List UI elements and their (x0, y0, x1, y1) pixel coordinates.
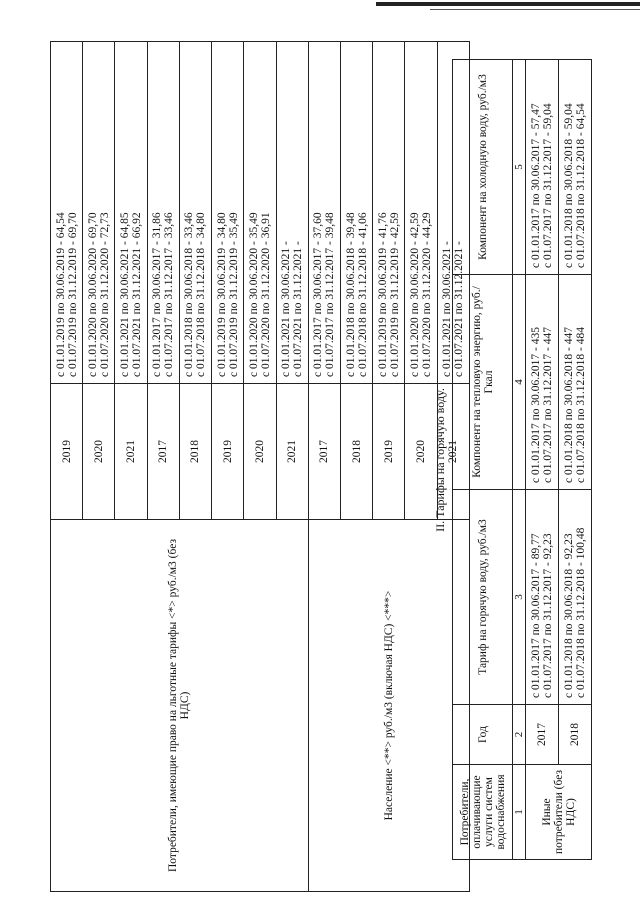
tariff-cell (340, 42, 372, 384)
tariff-cell (115, 42, 147, 384)
year-cell: 2019 (212, 384, 244, 520)
year-cell: 2018 (559, 705, 592, 765)
year-cell: 2017 (147, 384, 179, 520)
year-cell: 2020 (244, 384, 276, 520)
tariff-line: с 01.01.2018 по 30.06.2018 - 39,48 (344, 212, 357, 377)
col-number: 1 (513, 765, 526, 860)
col-number: 2 (513, 705, 526, 765)
header-cold-component: Компонент на холодную воду, руб./м3 (453, 60, 513, 275)
tariff-cell (51, 42, 83, 384)
consumer-label: Иные потребители (без НДС) (526, 765, 592, 860)
tariff-line: с 01.07.2019 по 31.12.2019 - 35,49 (227, 212, 240, 377)
header-rule (376, 2, 640, 6)
table-row (308, 42, 340, 892)
col-number: 3 (513, 490, 526, 705)
heat-cell: с 01.01.2017 по 30.06.2017 - 435 с 01.07.2017 по 31.12.2017 - 447 (526, 275, 559, 490)
consumer-category: Потребители, имеющие право на льготные тарифы <*> руб./м3 (без НДС) (51, 520, 309, 892)
tariff-line: с 01.01.2019 по 30.06.2019 - 41,76 (376, 212, 389, 377)
tariff-line: с 01.01.2020 по 30.06.2020 - 69,70 (86, 212, 99, 377)
tariff-cell (147, 42, 179, 384)
tariff-line: с 01.07.2019 по 31.12.2019 - 69,70 (66, 212, 79, 377)
tariff-cell (179, 42, 211, 384)
tariff-line: с 01.01.2021 по 30.06.2021 - (441, 241, 454, 377)
col-number: 4 (513, 275, 526, 490)
hot-water-tariff-table (452, 60, 592, 860)
tariff-line: с 01.01.2021 по 30.06.2021 - 64,85 (119, 212, 132, 377)
tariff-line: с 01.07.2019 по 31.12.2019 - 42,59 (388, 212, 401, 377)
year-cell: 2020 (83, 384, 115, 520)
tariff-cell (212, 42, 244, 384)
cold-cell: с 01.01.2017 по 30.06.2017 - 57,47 с 01.07.2017 по 31.12.2017 - 59,04 (526, 60, 559, 275)
year-cell: 2018 (340, 384, 372, 520)
table-row (526, 60, 559, 860)
tariff-line: с 01.01.2021 по 30.06.2021 - (280, 241, 293, 377)
tariff-line: с 01.07.2018 по 31.12.2018 - 34,80 (195, 212, 208, 377)
tariff-cell (405, 42, 437, 384)
header-heat-component: Компонент на тепловую энергию, руб./Гкал (453, 275, 513, 490)
tariff-table-continued (50, 42, 470, 892)
tariff-cell (373, 42, 405, 384)
tariff-cell (308, 42, 340, 384)
year-cell: 2021 (115, 384, 147, 520)
tariff-line: с 01.07.2021 по 31.12.2021 - (292, 241, 305, 377)
tariff-line: с 01.01.2019 по 30.06.2019 - 34,80 (215, 212, 228, 377)
header-year: Год (453, 705, 513, 765)
tariff-line: с 01.07.2020 по 31.12.2020 - 36,91 (259, 212, 272, 377)
heat-cell: с 01.01.2018 по 30.06.2018 - 447 с 01.07.2018 по 31.12.2018 - 484 (559, 275, 592, 490)
year-cell: 2017 (308, 384, 340, 520)
header-rule-thin (430, 9, 640, 10)
cold-cell: с 01.01.2018 по 30.06.2018 - 59,04 с 01.07.2018 по 31.12.2018 - 64,54 (559, 60, 592, 275)
consumer-category: Население <**> руб./м3 (включая НДС) <***> (308, 520, 469, 892)
year-cell: 2019 (51, 384, 83, 520)
header-consumers: Потребители, оплачивающие услуги систем водоснабжения (453, 765, 513, 860)
tariff-line: с 01.01.2019 по 30.06.2019 - 64,54 (54, 212, 67, 377)
tariff-line: с 01.07.2017 по 31.12.2017 - 39,48 (324, 212, 337, 377)
tariff-cell: с 01.01.2017 по 30.06.2017 - 89,77 с 01.07.2017 по 31.12.2017 - 92,23 (526, 490, 559, 705)
tariff-line: с 01.07.2020 по 31.12.2020 - 44,29 (421, 212, 434, 377)
tariff-cell: с 01.01.2018 по 30.06.2018 - 92,23 с 01.07.2018 по 31.12.2018 - 100,48 (559, 490, 592, 705)
tariff-line: с 01.07.2018 по 31.12.2018 - 41,06 (356, 212, 369, 377)
year-cell: 2017 (526, 705, 559, 765)
year-cell: 2019 (373, 384, 405, 520)
year-cell: 2021 (276, 384, 308, 520)
tariff-cell (276, 42, 308, 384)
tariff-line: с 01.01.2017 по 30.06.2017 - 31,86 (151, 212, 164, 377)
tariff-line: с 01.01.2020 по 30.06.2020 - 35,49 (247, 212, 260, 377)
col-number: 5 (513, 60, 526, 275)
year-cell: 2020 (405, 384, 437, 520)
header-tariff: Тариф на горячую воду, руб./м3 (453, 490, 513, 705)
year-cell: 2018 (179, 384, 211, 520)
tariff-cell (244, 42, 276, 384)
year-cell: 2021 (437, 384, 469, 520)
tariff-line: с 01.01.2020 по 30.06.2020 - 42,59 (409, 212, 422, 377)
tariff-line: с 01.01.2017 по 30.06.2017 - 37,60 (312, 212, 325, 377)
tariff-line: с 01.07.2021 по 31.12.2021 - (453, 241, 466, 377)
tariff-line: с 01.07.2020 по 31.12.2020 - 72,73 (98, 212, 111, 377)
section-title: II. Тарифы на горячую воду. (433, 388, 447, 532)
table-row (51, 42, 83, 892)
tariff-line: с 01.07.2017 по 31.12.2017 - 33,46 (163, 212, 176, 377)
tariff-line: с 01.01.2018 по 30.06.2018 - 33,46 (183, 212, 196, 377)
tariff-cell (83, 42, 115, 384)
table-row (559, 60, 592, 860)
tariff-line: с 01.07.2021 по 31.12.2021 - 66,92 (131, 212, 144, 377)
